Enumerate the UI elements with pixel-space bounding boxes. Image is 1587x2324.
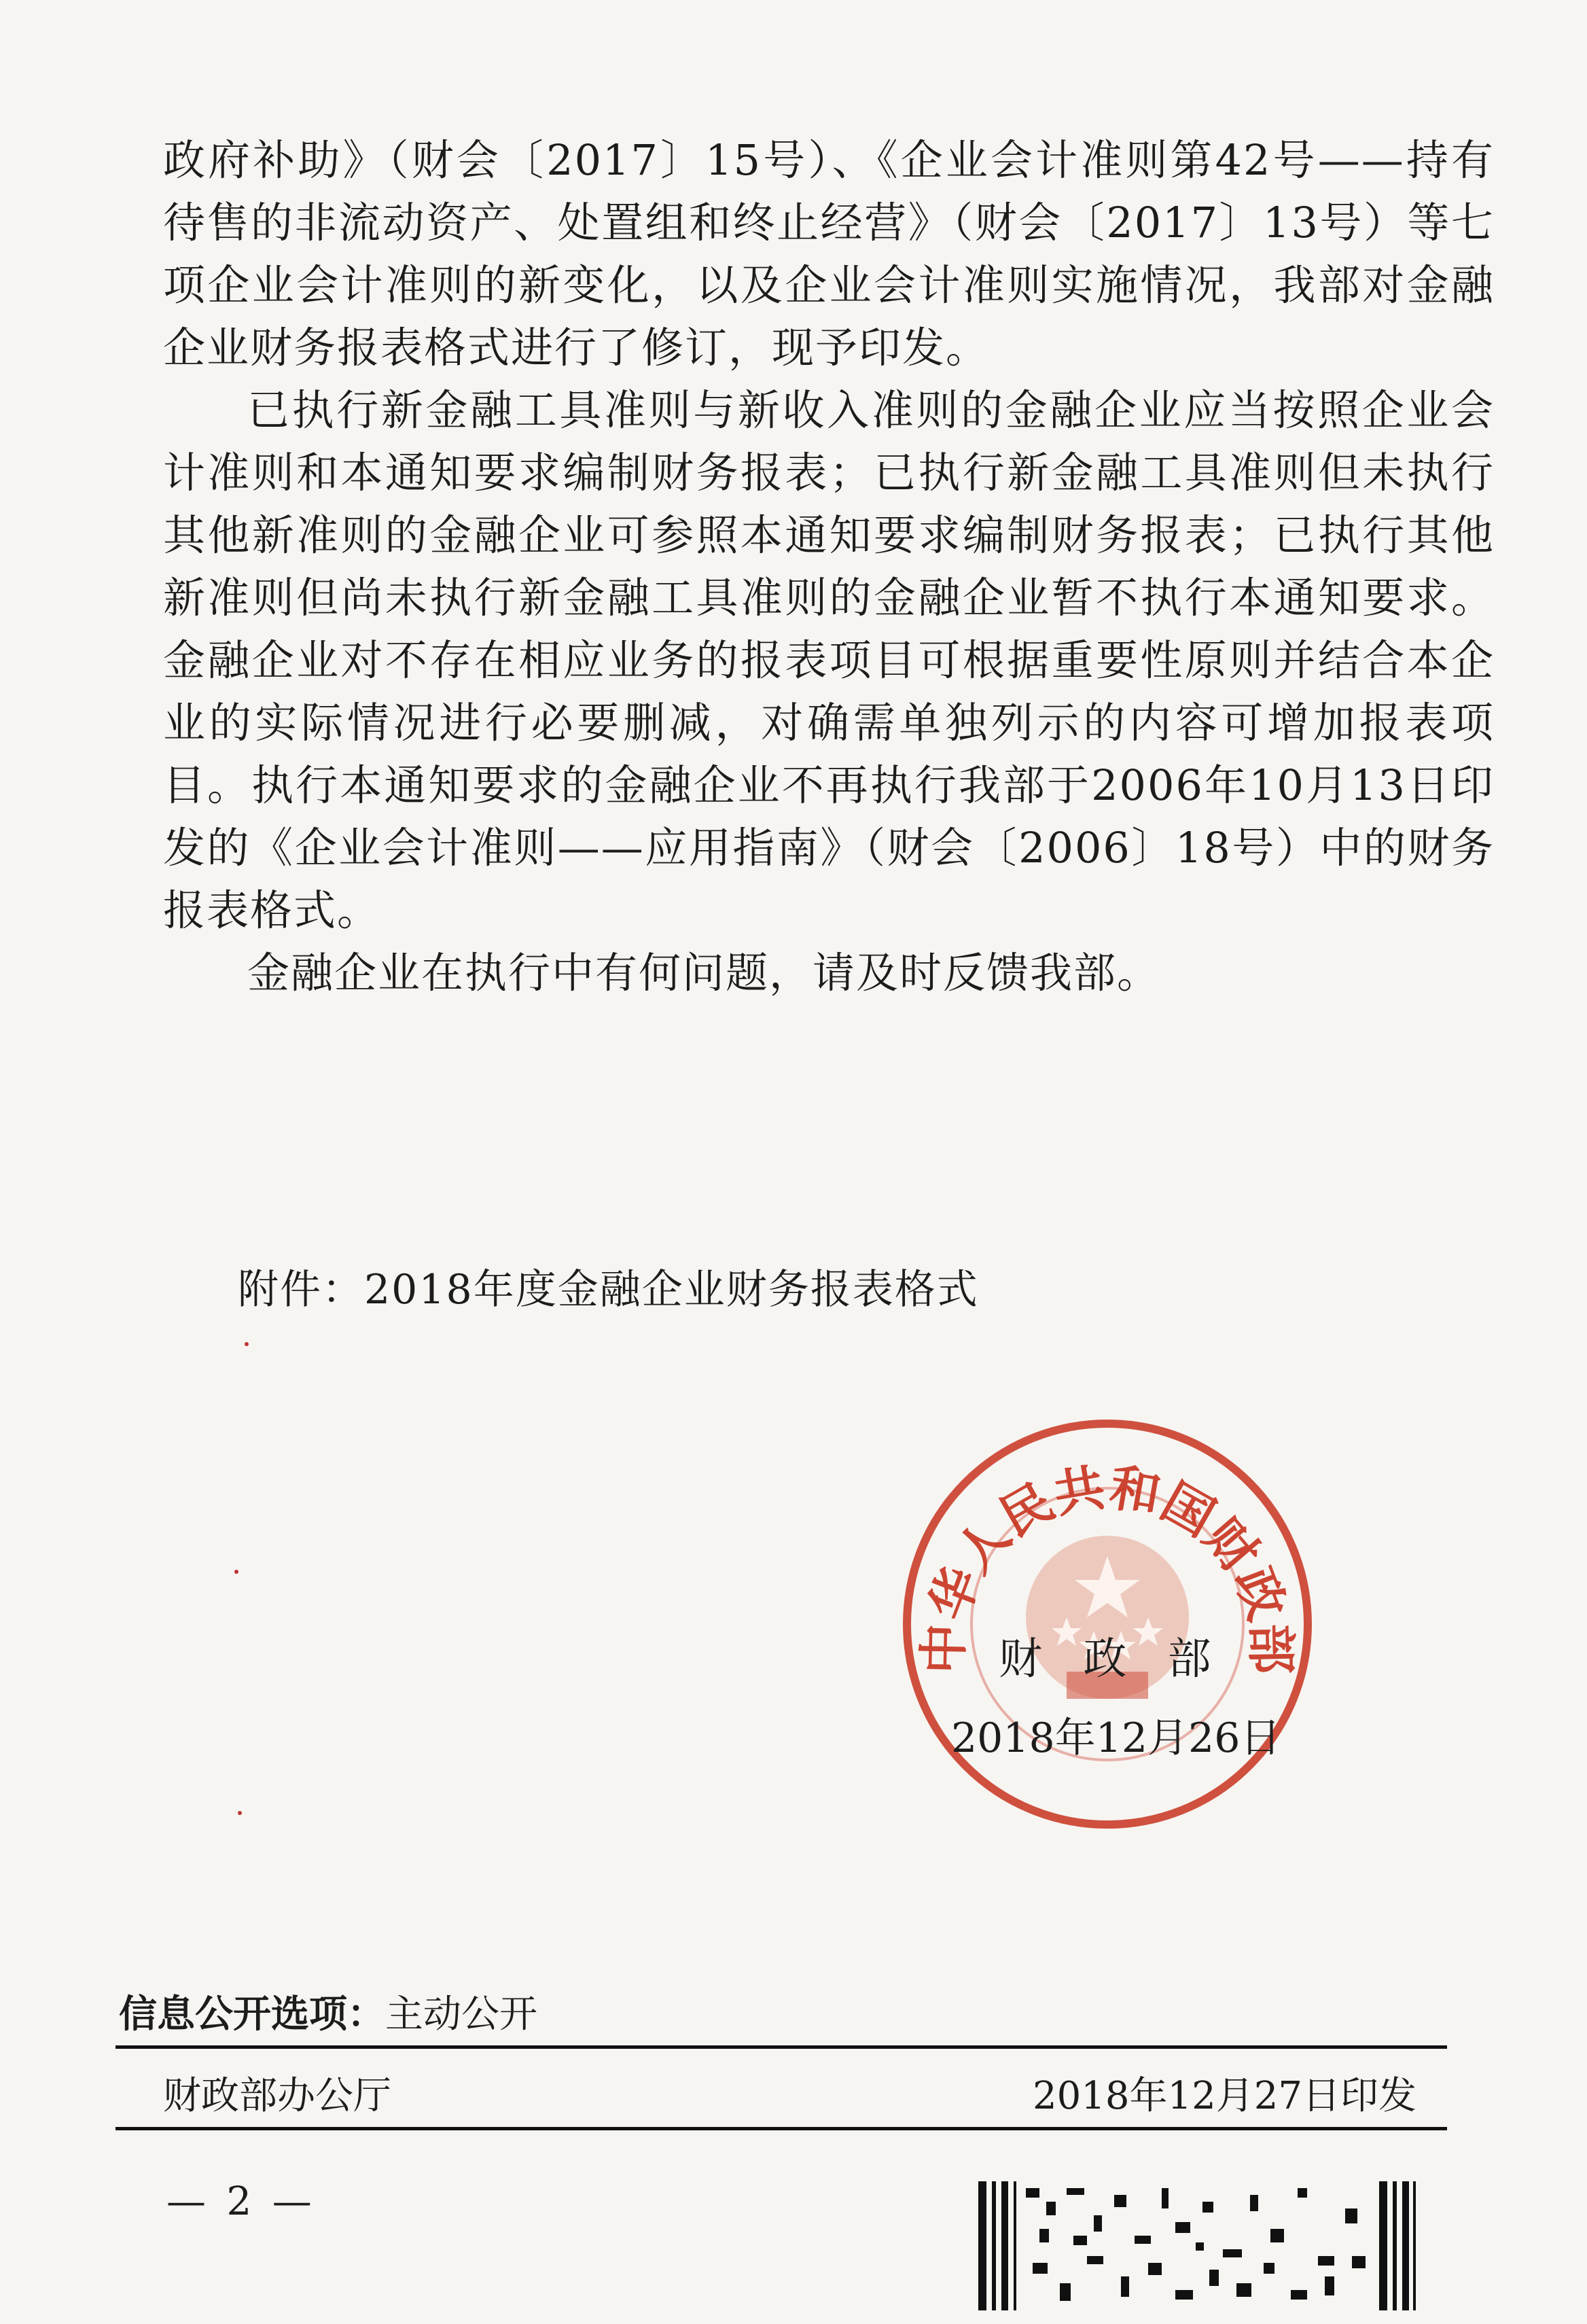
footer-top-rule (115, 2045, 1447, 2049)
paragraph-3: 金融企业在执行中有何问题，请及时反馈我部。 (247, 948, 1161, 998)
footer-bottom-rule (115, 2127, 1447, 2130)
disclosure-option (119, 1984, 537, 2039)
signing-organization: 财 政 部 (999, 1634, 1225, 1685)
scan-speck (234, 1570, 238, 1574)
signing-date: 2018年12月26日 (951, 1714, 1281, 1762)
body-text (163, 129, 1495, 1004)
seal-text: 中华人民共和国财政部 (914, 1458, 1300, 1675)
scan-speck (245, 1342, 249, 1346)
disclosure-label: 信息公开选项： (119, 1992, 385, 2037)
print-date: 2018年12月27日印发 (1033, 2074, 1417, 2118)
attachment-line: 附件：2018年度金融企业财务报表格式 (238, 1266, 979, 1314)
barcode-icon (971, 2175, 1420, 2317)
paragraph-1: 政府补助》（财会〔2017〕15号）、《企业会计准则第42号——持有待售的非流动资产、处置组和终止经营》（财会〔2017〕13号）等七项企业会计准则的新变化，以及企业会计准则实施情况，我部对金融企业财务报表格式进行了修订，现予印发。 (163, 135, 1495, 372)
scan-speck (238, 1811, 242, 1815)
page-number: — 2 — (166, 2178, 316, 2224)
issuing-office: 财政部办公厅 (163, 2074, 391, 2118)
disclosure-value: 主动公开 (385, 1992, 537, 2037)
paragraph-2: 已执行新金融工具准则与新收入准则的金融企业应当按照企业会计准则和本通知要求编制财务报表；已执行新金融工具准则但未执行其他新准则的金融企业可参照本通知要求编制财务报表；已执行其他新准则但尚未执行新金融工具准则的金融企业暂不执行本通知要求。金融企业对不存在相应业务的报表项目可根据重要性原则并结合本企业的实际情况进行必要删减，对确需单独列示的内容可增加报表项目。执行本通知要求的金融企业不再执行我部于2006年10月13日印发的《企业会计准则——应用指南》（财会〔2006〕18号）中的财务报表格式。 (163, 385, 1495, 935)
